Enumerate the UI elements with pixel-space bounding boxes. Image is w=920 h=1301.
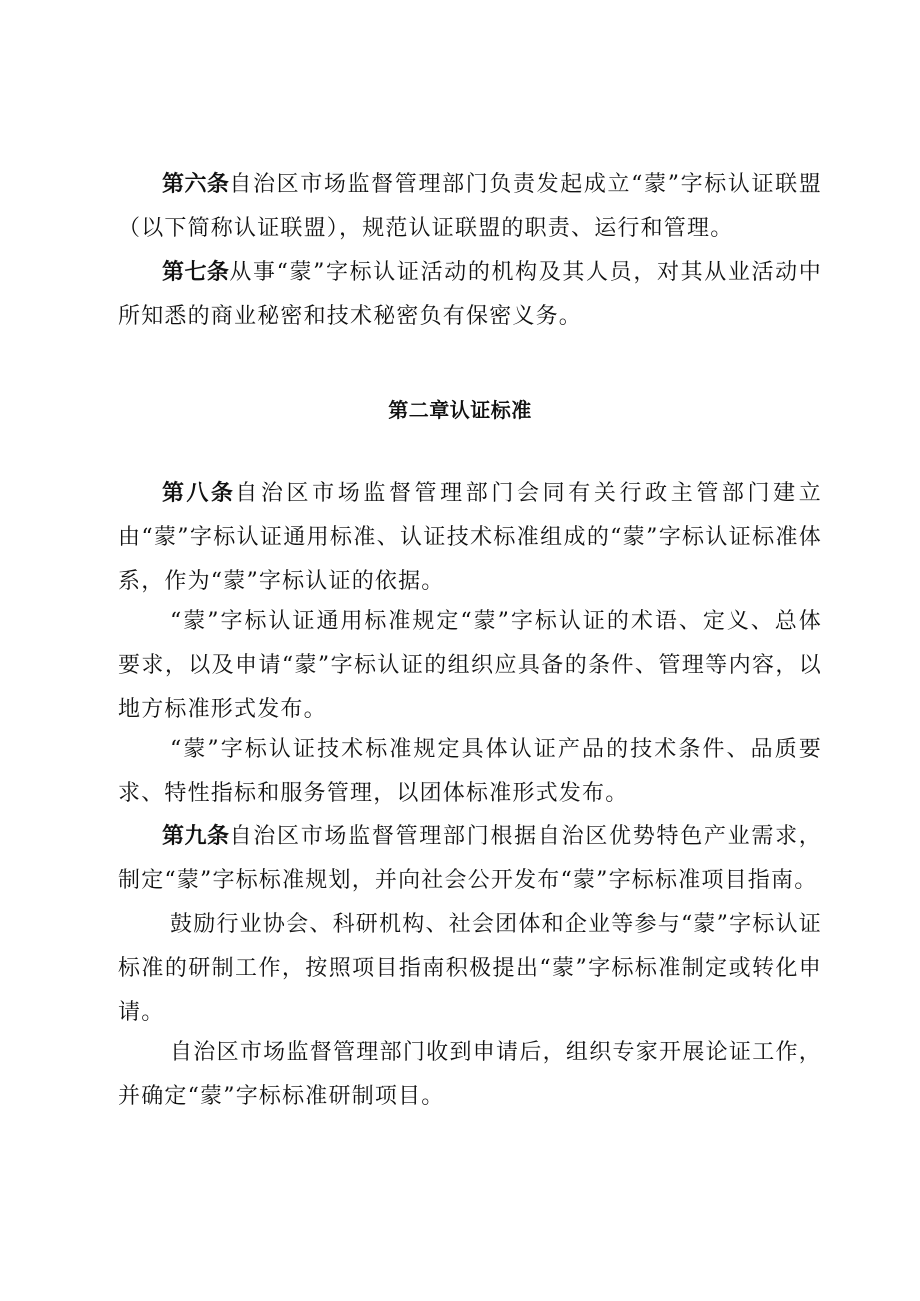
article-9-paragraph-2: 鼓励行业协会、科研机构、社会团体和企业等参与“蒙”字标认证标准的研制工作，按照项目指南积极提出“蒙”字标标准制定或转化申请。 — [118, 912, 822, 1025]
article-6-text: 自治区市场监督管理部门负责发起成立“蒙”字标认证联盟（以下简称认证联盟），规范认证联盟的职责、运行和管理。 — [118, 172, 822, 241]
article-6-number: 第六条 — [162, 172, 230, 197]
chapter-2-title: 第二章认证标准 — [388, 398, 532, 422]
article-8-text: 自治区市场监督管理部门会同有关行政主管部门建立由“蒙”字标认证通用标准、认证技术标准组成的“蒙”字标认证标准体系，作为“蒙”字标认证的依据。 — [118, 481, 822, 594]
article-8 — [118, 472, 822, 604]
article-9 — [118, 815, 822, 903]
article-9-number: 第九条 — [162, 824, 230, 849]
article-7-text: 从事“蒙”字标认证活动的机构及其人员，对其从业活动中所知悉的商业秘密和技术秘密负有保密义务。 — [118, 260, 822, 329]
article-7-number: 第七条 — [162, 260, 230, 285]
article-6 — [118, 163, 822, 251]
article-9-text: 自治区市场监督管理部门根据自治区优势特色产业需求，制定“蒙”字标标准规划，并向社会公开发布“蒙”字标标准项目指南。 — [118, 824, 822, 893]
article-8-number: 第八条 — [162, 481, 236, 506]
article-7 — [118, 251, 822, 339]
article-8-paragraph-3: “蒙”字标认证技术标准规定具体认证产品的技术条件、品质要求、特性指标和服务管理，以团体标准形式发布。 — [118, 737, 822, 806]
article-9-paragraph-3: 自治区市场监督管理部门收到申请后，组织专家开展论证工作，并确定“蒙”字标标准研制项目。 — [118, 1040, 822, 1109]
article-8-paragraph-2: “蒙”字标认证通用标准规定“蒙”字标认证的术语、定义、总体要求，以及申请“蒙”字标认证的组织应具备的条件、管理等内容，以地方标准形式发布。 — [118, 609, 822, 722]
